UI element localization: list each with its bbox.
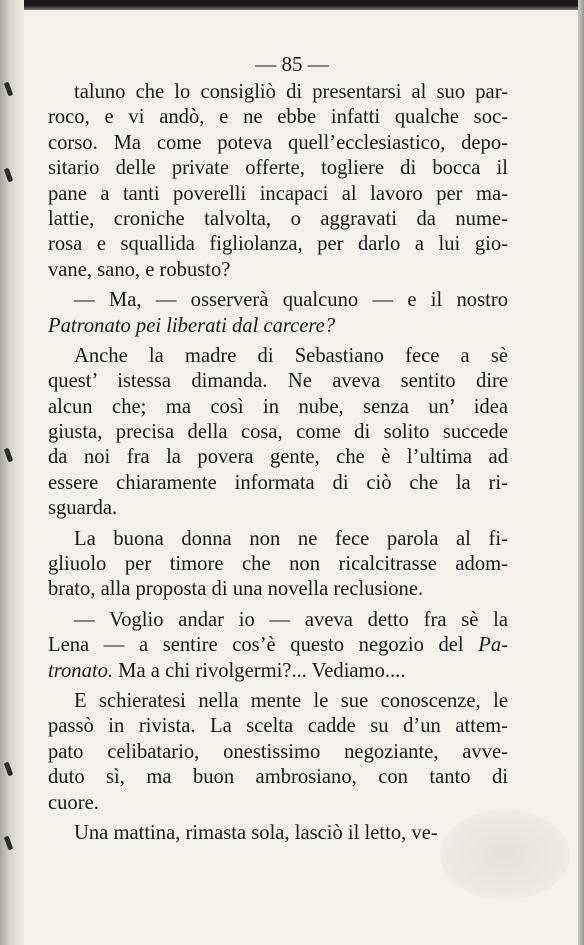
text-line — [48, 258, 508, 283]
text-line — [48, 395, 508, 420]
italic-run: tronato. — [48, 659, 114, 682]
text-run: Ma a chi rivolgermi?... Vediamo.... — [113, 659, 406, 682]
text-run: giusta, precisa della cosa, come di solito succede — [48, 421, 508, 444]
text-line — [48, 633, 508, 658]
text-run: da noi fra la povera gente, che è l’ultima ad — [48, 446, 508, 469]
text-run: sitario delle private offerte, togliere di bocca il — [48, 157, 508, 180]
text-run: lattie, croniche talvolta, o aggravati da nume- — [48, 207, 508, 230]
gutter-mark — [4, 168, 13, 183]
text-run: roco, e vi andò, e ne ebbe infatti qualche soc- — [48, 106, 508, 129]
gutter-mark — [4, 82, 13, 97]
text-run: essere chiaramente informata di ciò che la ri- — [48, 471, 508, 494]
text-line — [48, 420, 508, 445]
text-line — [48, 344, 508, 369]
text-run: Anche la madre di Sebastiano fece a sè — [74, 344, 508, 367]
text-line — [48, 156, 508, 181]
text-run: pato celibatario, onestissimo negoziante, avve- — [48, 740, 508, 763]
text-line — [48, 608, 508, 633]
text-run: — Ma, — osserverà qualcuno — e il nostro — [74, 289, 508, 312]
text-line — [48, 689, 508, 714]
text-line — [48, 80, 508, 105]
scan-top-edge — [0, 0, 584, 10]
text-run: — Voglio andar io — aveva detto fra sè la — [74, 608, 508, 631]
text-line — [48, 496, 508, 521]
text-run: corso. Ma come poteva quell’ecclesiastico, depo- — [48, 131, 508, 154]
gutter-mark — [4, 836, 13, 851]
text-line — [48, 659, 508, 684]
text-run: alcun che; ma così in nube, senza un’ idea — [48, 395, 508, 418]
text-run: duto sì, ma buon ambrosiano, con tanto di — [48, 766, 508, 789]
text-line — [48, 821, 508, 846]
text-run: quest’ istessa dimanda. Ne aveva sentito dire — [48, 370, 508, 393]
text-line — [48, 765, 508, 790]
text-run: Lena — a sentire cos’è questo negozio del — [48, 634, 479, 657]
text-run: brato, alla proposta di una novella reclusione. — [48, 578, 424, 601]
text-line — [48, 740, 508, 765]
text-run: passò in rivista. La scelta cadde su d’un attem- — [48, 715, 508, 738]
text-line — [48, 552, 508, 577]
text-line — [48, 182, 508, 207]
text-line — [48, 105, 508, 130]
text-run: taluno che lo consigliò di presentarsi al suo par- — [74, 81, 508, 103]
text-run: cuore. — [48, 791, 99, 814]
text-line — [48, 288, 508, 313]
text-line — [48, 527, 508, 552]
text-line — [48, 791, 508, 816]
text-line — [48, 369, 508, 394]
text-line — [48, 314, 508, 339]
text-run: gliuolo per timore che non ricalcitrasse adom- — [48, 553, 508, 576]
text-line — [48, 714, 508, 739]
text-run: pane a tanti poverelli incapaci al lavoro per ma- — [48, 182, 508, 205]
text-line — [48, 471, 508, 496]
page-gutter — [0, 0, 24, 945]
italic-run: Patronato pei liberati dal carcere? — [48, 314, 336, 337]
text-line — [48, 232, 508, 257]
scan-right-edge — [578, 0, 584, 945]
text-run: La buona donna non ne fece parola al fi- — [74, 527, 508, 550]
text-run: sguarda. — [48, 497, 118, 520]
gutter-mark — [4, 448, 13, 463]
text-line — [48, 131, 508, 156]
text-run: E schieratesi nella mente le sue conoscenze, le — [74, 689, 508, 712]
text-line — [48, 207, 508, 232]
italic-run: Pa- — [478, 634, 508, 657]
text-run: vane, sano, e robusto? — [48, 258, 231, 281]
page-number: — 85 — — [255, 52, 329, 76]
text-line — [48, 577, 508, 602]
text-line — [48, 445, 508, 470]
body-text — [48, 80, 508, 846]
text-run: Una mattina, rimasta sola, lasciò il letto, ve- — [74, 821, 438, 844]
text-run: rosa e squallida figliolanza, per darlo a lui gio- — [48, 233, 508, 256]
gutter-mark — [4, 762, 13, 777]
